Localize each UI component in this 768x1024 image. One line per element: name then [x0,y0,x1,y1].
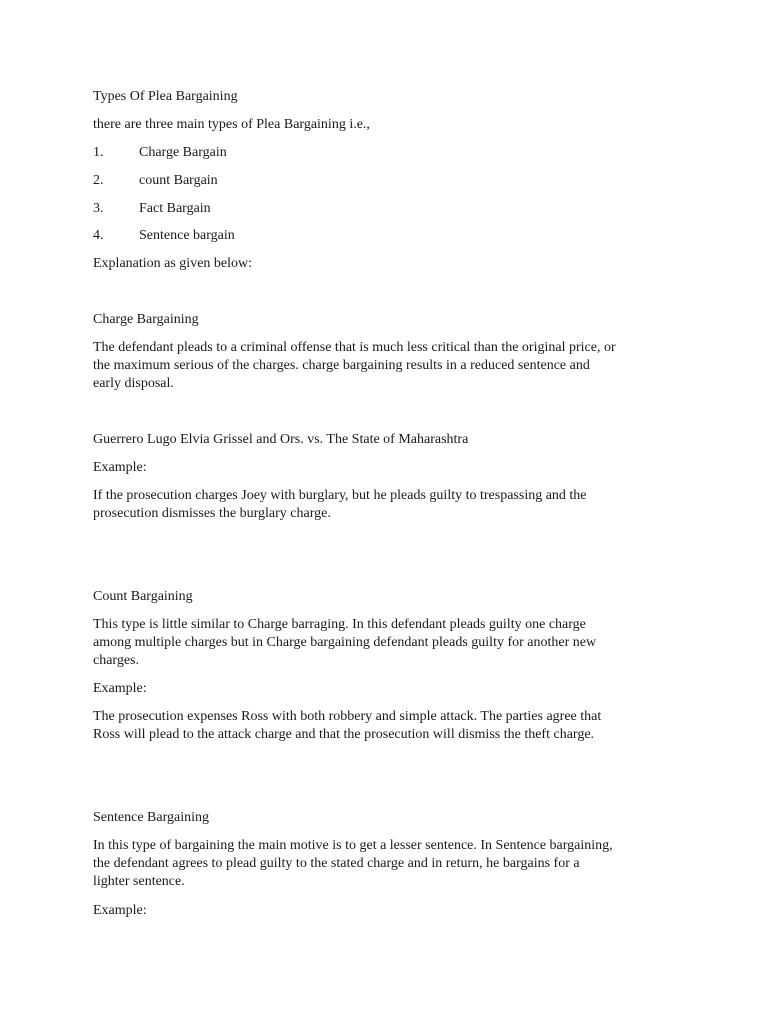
example-label: Example: [93,903,147,918]
example-line: If the prosecution charges Joey with burglary, but he pleads guilty to trespassing and the [93,488,587,503]
list-text: count Bargain [139,173,218,188]
example-line: Ross will plead to the attack charge and that the prosecution will dismiss the theft charge. [93,727,595,742]
list-text: Charge Bargain [139,145,227,160]
example-label: Example: [93,681,147,696]
list-text: Fact Bargain [139,201,211,216]
list-number: 1. [93,145,104,160]
paragraph-line: In this type of bargaining the main motive is to get a lesser sentence. In Sentence bargaining, [93,838,613,853]
example-label: Example: [93,460,147,475]
list-number: 3. [93,201,104,216]
paragraph-line: the maximum serious of the charges. charge bargaining results in a reduced sentence and [93,358,590,373]
paragraph-line: The defendant pleads to a criminal offense that is much less critical than the original price, or [93,340,616,355]
paragraph-line: early disposal. [93,376,174,391]
list-item [93,200,211,218]
section-heading-count: Count Bargaining [93,589,193,604]
explanation-lead: Explanation as given below: [93,256,253,271]
paragraph-line: lighter sentence. [93,874,185,889]
list-item [93,144,227,162]
paragraph-line: charges. [93,653,139,668]
case-citation: Guerrero Lugo Elvia Grissel and Ors. vs. The State of Maharashtra [93,432,469,447]
list-number: 4. [93,228,104,243]
example-line: prosecution dismisses the burglary charge. [93,506,331,521]
list-number: 2. [93,173,104,188]
section-heading-charge: Charge Bargaining [93,312,199,327]
paragraph-line: the defendant agrees to plead guilty to the stated charge and in return, he bargains for a [93,856,580,871]
list-item [93,227,235,245]
paragraph-line: among multiple charges but in Charge bargaining defendant pleads guilty for another new [93,635,597,650]
document-title: Types Of Plea Bargaining [93,89,238,104]
section-heading-sentence: Sentence Bargaining [93,810,209,825]
list-text: Sentence bargain [139,228,235,243]
example-line: The prosecution expenses Ross with both robbery and simple attack. The parties agree that [93,709,602,724]
paragraph-line: This type is little similar to Charge barraging. In this defendant pleads guilty one charge [93,617,586,632]
intro-text: there are three main types of Plea Bargaining i.e., [93,117,370,132]
list-item [93,172,218,190]
